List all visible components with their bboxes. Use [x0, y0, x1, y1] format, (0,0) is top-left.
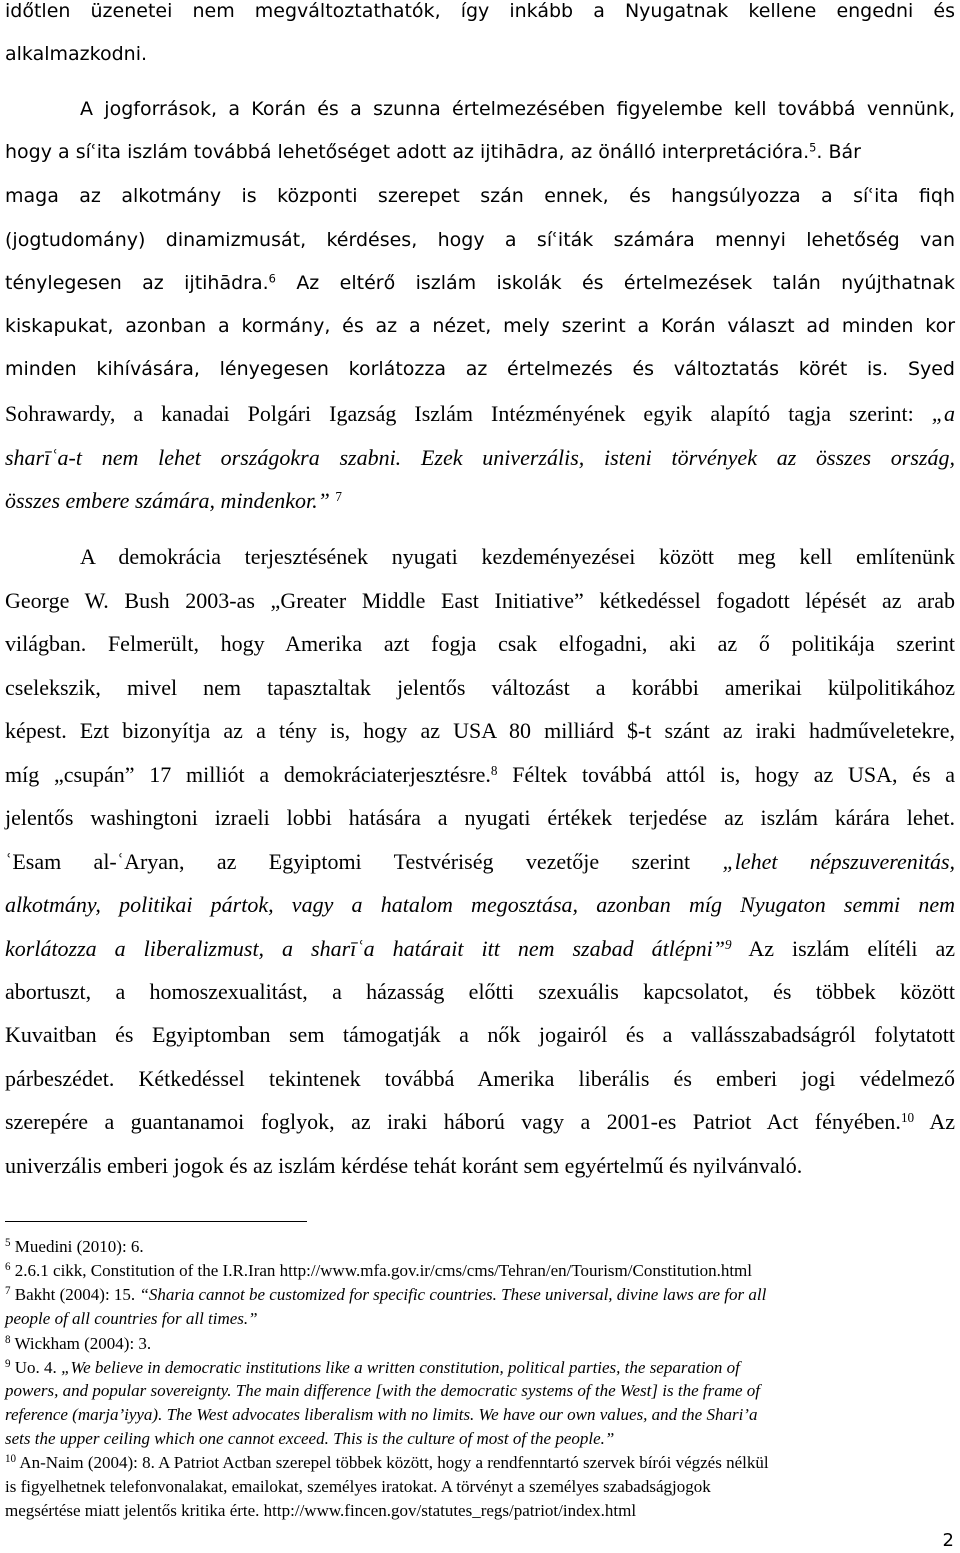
body-line: képest. Ezt bizonyítja az a tény is, hogy az USA 80 milliárd $-t szánt az iraki hadműveletekre,: [5, 718, 955, 743]
body-line: cselekszik, mivel nem tapasztaltak jelentős változást a korábbi amerikai külpolitikához: [5, 675, 955, 700]
body-line: minden kihívására, lényegesen korlátozza az értelmezés és változtatás körét is. Syed: [5, 358, 955, 380]
body-line: abortuszt, a homoszexualitást, a házasság előtti szexuális kapcsolatot, és többek között: [5, 979, 955, 1004]
footnote-ref-7[interactable]: 7: [335, 488, 342, 504]
footnote-text: Bakht (2004): 15.: [14, 1285, 136, 1304]
body-line-with-note: [5, 762, 955, 788]
footnote-ref-8[interactable]: 8: [490, 762, 498, 778]
footnote-mark: 8: [5, 1333, 11, 1346]
footnote-5: [5, 1237, 955, 1257]
footnote-text: Wickham (2004): 3.: [14, 1334, 152, 1353]
body-line: kiskapukat, azonban a kormány, és az a nézet, mely szerint a Korán választ ad minden kor: [5, 315, 955, 337]
footnote-text: Muedini (2010): 6.: [14, 1237, 144, 1256]
quote-text: korlátozza a liberalizmust, a sharīʿa határait itt nem szabad átlépni”: [5, 936, 725, 961]
footnote-text: An-Naim (2004): 8. A Patriot Actban szerepel többek között, hogy a rendfenntartó szervek bírói végzés nélkül: [19, 1453, 769, 1472]
body-line-with-note: [5, 936, 955, 962]
quote-text: „lehet népszuverenitás,: [722, 849, 956, 874]
body-line: A jogforrások, a Korán és a szunna értelmezésében figyelembe kell továbbá vennünk,: [80, 98, 955, 120]
footnote-6: [5, 1261, 955, 1281]
footnote-mark: 5: [5, 1236, 11, 1249]
footnote-mark: 6: [5, 1260, 11, 1273]
body-text: míg „csupán” 17 milliót a demokráciaterjesztésre.: [5, 762, 491, 787]
body-line: időtlen üzenetei nem megváltoztathatók, így inkább a Nyugatnak kellene engedni és: [5, 0, 955, 22]
quote-line: sharīʿa-t nem lehet országokra szabni. Ezek univerzális, isteni törvények az összes ország,: [5, 445, 955, 470]
body-line-with-note: [5, 1109, 955, 1135]
footnote-ref-5[interactable]: 5: [809, 140, 817, 155]
footnote-text: Uo. 4.: [14, 1358, 57, 1377]
footnote-10-cont[interactable]: megsértése miatt jelentős kritika érte. http://www.fincen.gov/statutes_regs/patriot/index.html: [5, 1501, 637, 1520]
body-line: világban. Felmerült, hogy Amerika azt fogja csak elfogadni, aki az ő politikája szerint: [5, 631, 955, 656]
page-number: 2: [942, 1530, 954, 1551]
body-line-with-note: hogy a síʿita iszlám továbbá lehetőséget adott az ijtihādra, az önálló interpretációra.$^5$. Bár: [5, 140, 861, 163]
body-text: Az: [929, 1109, 955, 1134]
quote-text: összes embere számára, mindenkor.”: [5, 488, 330, 513]
footnote-10-cont: is figyelhetnek telefonvonalakat, emailokat, személyes iratokat. A törvényt a személyes szabadságjogok: [5, 1477, 711, 1496]
body-line-with-note: [5, 272, 955, 294]
body-text: ʿEsam al-ʿAryan, az Egyiptomi Testvériség vezetője szerint: [5, 849, 691, 874]
body-line: alkalmazkodni.: [5, 43, 148, 65]
footnote-ref-10[interactable]: 10: [900, 1109, 915, 1125]
footnote-mark: 10: [5, 1452, 17, 1465]
footnote-mark: 7: [5, 1284, 11, 1297]
body-text: szerepére a guantanamoi foglyok, az iraki háború vagy a 2001-es Patriot Act fényében.: [5, 1109, 901, 1134]
footnote-7: [5, 1285, 955, 1305]
footnote-10: [5, 1453, 955, 1473]
body-text: Sohrawardy, a kanadai Polgári Igazság Iszlám Intézményének egyik alapító tagja szerint:: [5, 401, 914, 426]
body-text: hogy a síʿita iszlám továbbá lehetőséget adott az ijtihādra, az önálló interpretációra.: [5, 141, 810, 163]
footnote-8: [5, 1334, 955, 1354]
body-line: párbeszédet. Kétkedéssel tekintenek továbbá Amerika liberális és emberi jogi védelmező: [5, 1066, 955, 1091]
body-text: ténylegesen az ijtihādra.: [5, 272, 269, 294]
body-line: univerzális emberi jogok és az iszlám kérdése tehát koránt sem egyértelmű és nyilvánvaló.: [5, 1153, 803, 1178]
body-line: Kuvaitban és Egyiptomban sem támogatják a nők jogairól és a vallásszabadságról folytatott: [5, 1022, 955, 1047]
body-text: Az eltérő iszlám iskolák és értelmezések talán nyújthatnak: [296, 272, 955, 294]
body-line: George W. Bush 2003-as „Greater Middle East Initiative” kétkedéssel fogadott lépését az arab: [5, 588, 955, 613]
body-line: A demokrácia terjesztésének nyugati kezdeményezései között meg kell említenünk: [80, 544, 955, 569]
footnote-quote: „We believe in democratic institutions like a written constitution, political parties, the separation of: [61, 1358, 740, 1377]
quote-line: alkotmány, politikai pártok, vagy a hatalom megosztása, azonban míg Nyugaton semmi nem: [5, 892, 955, 917]
body-text: Az iszlám elítéli az: [748, 936, 955, 961]
footnote-link-text[interactable]: 2.6.1 cikk, Constitution of the I.R.Iran http://www.mfa.gov.ir/cms/cms/Tehran/en/Tourism/Constitution.html: [14, 1261, 752, 1280]
body-text: Féltek továbbá attól is, hogy az USA, és a: [512, 762, 956, 787]
body-line: (jogtudomány) dinamizmusát, kérdéses, hogy a síʿiták számára mennyi lehetőség van: [5, 229, 955, 251]
quote-line: [5, 488, 955, 514]
body-line: maga az alkotmány is központi szerepet szán ennek, és hangsúlyozza a síʿita fiqh: [5, 185, 955, 207]
footnote-mark: 9: [5, 1357, 11, 1370]
footnote-9-cont: reference (marja’iyya). The West advocates liberalism with no limits. We have our own values, and the Shari’a: [5, 1405, 758, 1424]
footnote-9: [5, 1358, 955, 1378]
body-line: jelentős washingtoni izraeli lobbi hatására a nyugati értékek terjedése az iszlám kárára lehet.: [5, 805, 955, 830]
body-text: Bár: [828, 141, 861, 163]
quote-text: „a: [931, 401, 956, 426]
footnote-separator: [5, 1221, 307, 1222]
footnote-9-cont: powers, and popular sovereignty. The main difference [with the democratic systems of the West] is the frame of: [5, 1381, 760, 1400]
footnote-ref-9[interactable]: 9: [724, 936, 732, 952]
body-line: [5, 401, 955, 427]
body-line: [5, 849, 955, 875]
footnote-quote: “Sharia cannot be customized for specific countries. These universal, divine laws are for all: [139, 1285, 767, 1304]
footnote-ref-6[interactable]: 6: [268, 271, 276, 286]
footnote-7-cont: people of all countries for all times.”: [5, 1309, 258, 1328]
footnote-9-cont: sets the upper ceiling which one cannot exceed. This is the culture of most of the people.”: [5, 1429, 615, 1448]
